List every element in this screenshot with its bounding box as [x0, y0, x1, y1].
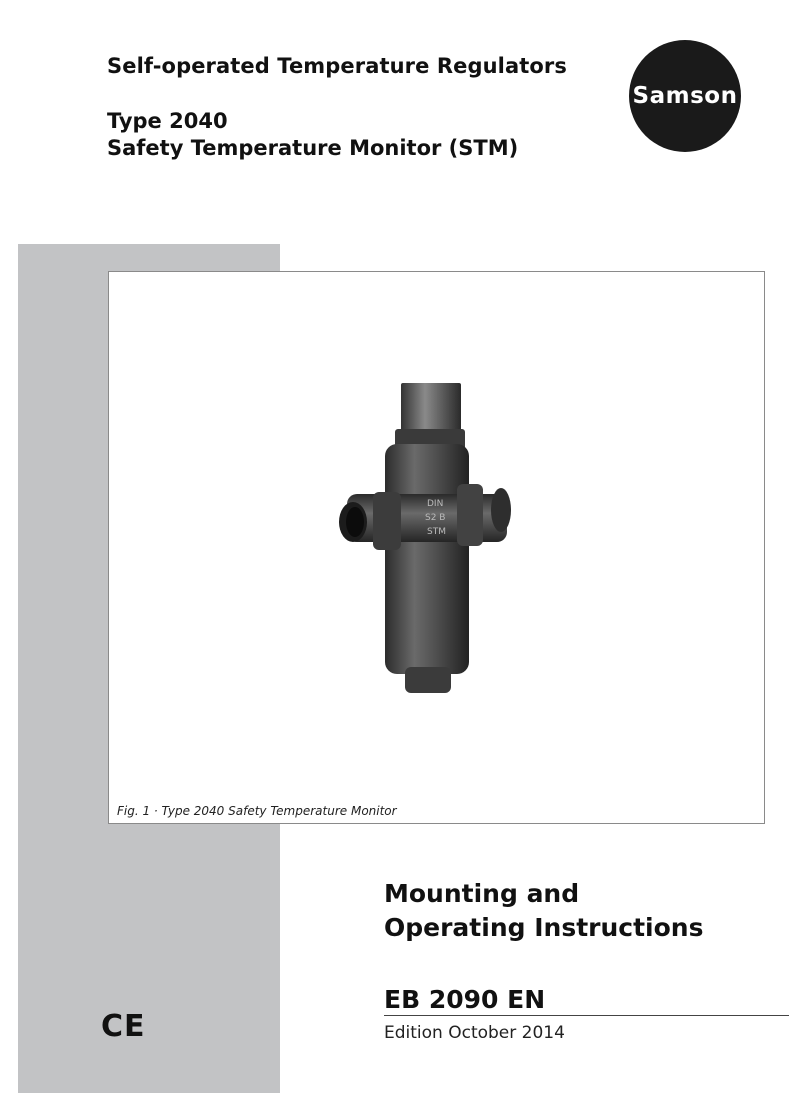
- stamp-line-2: S2 B: [425, 513, 446, 523]
- document-title-line-1: Mounting and: [384, 879, 580, 908]
- stamp-line-3: STM: [427, 527, 446, 537]
- document-edition: Edition October 2014: [384, 1023, 565, 1043]
- header-product-name: Safety Temperature Monitor (STM): [107, 136, 519, 160]
- logo-text: Samson: [632, 83, 738, 109]
- product-photo: [109, 272, 764, 823]
- figure-caption: Fig. 1 · Type 2040 Safety Temperature Monitor: [117, 804, 397, 818]
- divider-rule: [384, 1015, 789, 1016]
- header-type: Type 2040: [107, 109, 228, 133]
- ce-mark-icon: CE: [101, 1009, 146, 1044]
- samson-logo: [629, 40, 741, 152]
- document-number: EB 2090 EN: [384, 985, 546, 1014]
- document-title-line-2: Operating Instructions: [384, 913, 704, 942]
- stamp-line-1: DIN: [427, 499, 444, 509]
- header-category: Self-operated Temperature Regulators: [107, 54, 567, 78]
- figure-frame: [108, 271, 765, 824]
